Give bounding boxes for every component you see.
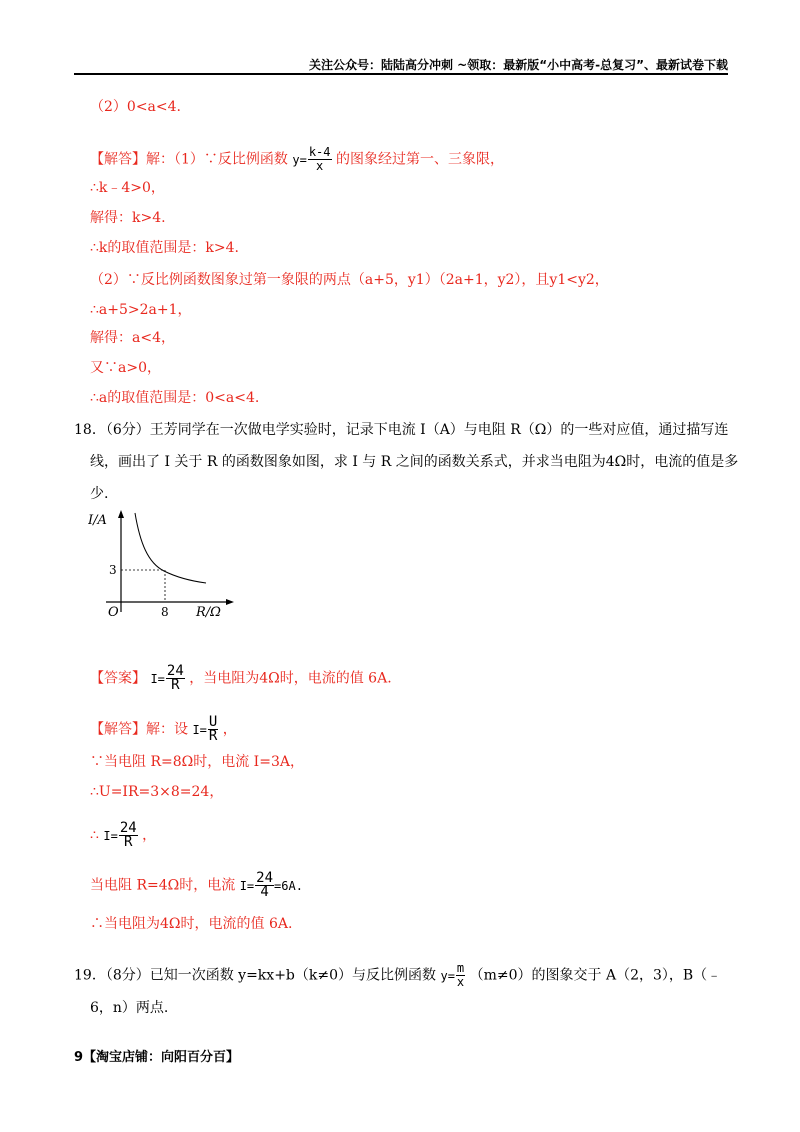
origin-label: O bbox=[108, 605, 119, 618]
formula-k-minus-4-over-x: y= $\frac{k-4}{x}$ bbox=[292, 145, 331, 173]
y-tick-label: 3 bbox=[109, 563, 117, 577]
q17-step: 又∵a>0， bbox=[90, 360, 161, 376]
page-header: 关注公众号：陆陆高分冲刺 ~领取：最新版“小中高考-总复习”、最新试卷下载 bbox=[309, 58, 728, 72]
q18-question-line3: 少. bbox=[90, 486, 109, 502]
q17-step: （2）∵反比例函数图象过第一象限的两点（a+5，y1）（2a+1，y2），且y1<y2， bbox=[90, 272, 609, 288]
q17-step: ∴k﹣4>0， bbox=[90, 180, 165, 196]
formula-u-over-r: I= $\frac{U}{R}$ bbox=[192, 714, 218, 744]
q17-answer-range: （2）0<a<4. bbox=[90, 99, 181, 115]
page-footer: 9【淘宝店铺：向阳百分百】 bbox=[74, 1050, 240, 1065]
q18-answer: 【答案】 I= $\frac{24}{R}$ ，当电阻为4Ω时，电流的值 6A. bbox=[90, 663, 392, 693]
q18-question-line1: 18．（6分）王芳同学在一次做电学实验时，记录下电流 I（A）与电阻 R（Ω）的一些对应值，通过描写连 bbox=[74, 422, 729, 438]
q18-conclusion: ∴当电阻为4Ω时，电流的值 6A. bbox=[90, 916, 293, 932]
inverse-function-graph bbox=[88, 508, 238, 618]
q18-step-compute: 当电阻 R=4Ω时，电流 I= $\frac{24}{4}$ =6A. bbox=[90, 870, 303, 900]
y-axis-arrow bbox=[118, 510, 124, 518]
y-axis-label: I/A bbox=[88, 513, 107, 528]
q17-step: 解得：a<4， bbox=[90, 330, 175, 346]
q18-question-line2: 线，画出了 I 关于 R 的函数图象如图，求 I 与 R 之间的函数关系式，并求当电阻为4Ω时，电流的值是多 bbox=[90, 454, 739, 470]
q17-step: 解得：k>4. bbox=[90, 210, 166, 226]
q18-step: ∴U=IR=3×8=24， bbox=[90, 784, 224, 800]
x-axis-arrow bbox=[226, 599, 234, 605]
x-tick-label: 8 bbox=[161, 605, 169, 618]
formula-24-over-r: I= $\frac{24}{R}$ bbox=[103, 820, 137, 850]
hyperbola-curve bbox=[135, 513, 206, 583]
solution-tag: 【解答】 bbox=[90, 721, 146, 738]
formula-m-over-x: y= $\frac{m}{x}$ bbox=[440, 961, 465, 989]
header-divider bbox=[74, 73, 728, 75]
formula-24-over-4: I= $\frac{24}{4}$ =6A. bbox=[239, 870, 303, 900]
solution-text: 解：（1）∵反比例函数 bbox=[146, 151, 288, 168]
q17-step: ∴a+5>2a+1， bbox=[90, 302, 192, 318]
solution-tag: 【解答】 bbox=[90, 151, 146, 168]
formula-24-over-r: I= $\frac{24}{R}$ bbox=[150, 663, 184, 693]
q17-step: ∴k的取值范围是：k>4. bbox=[90, 240, 239, 256]
answer-tag: 【答案】 bbox=[90, 670, 146, 687]
q18-solution-intro: 【解答】解：设 I= $\frac{U}{R}$ ， bbox=[90, 714, 237, 744]
x-axis-label: R/Ω bbox=[196, 605, 221, 618]
q18-step: ∵当电阻 R=8Ω时，电流 I=3A， bbox=[90, 754, 304, 770]
q19-question-line2: 6，n）两点. bbox=[90, 1000, 169, 1016]
q19-question-line1: 19．（8分）已知一次函数 y=kx+b（k≠0）与反比例函数 y= $\frac{m}{x}$ （m≠0）的图象交于 A（2，3），B（﹣ bbox=[74, 961, 722, 989]
q17-step: ∴a的取值范围是：0<a<4. bbox=[90, 390, 260, 406]
q17-solution-line1: 【解答】解：（1）∵反比例函数 y= $\frac{k-4}{x}$ 的图象经过第一、三象限， bbox=[90, 145, 504, 173]
q18-step-formula: ∴ I= $\frac{24}{R}$ ， bbox=[90, 820, 157, 850]
